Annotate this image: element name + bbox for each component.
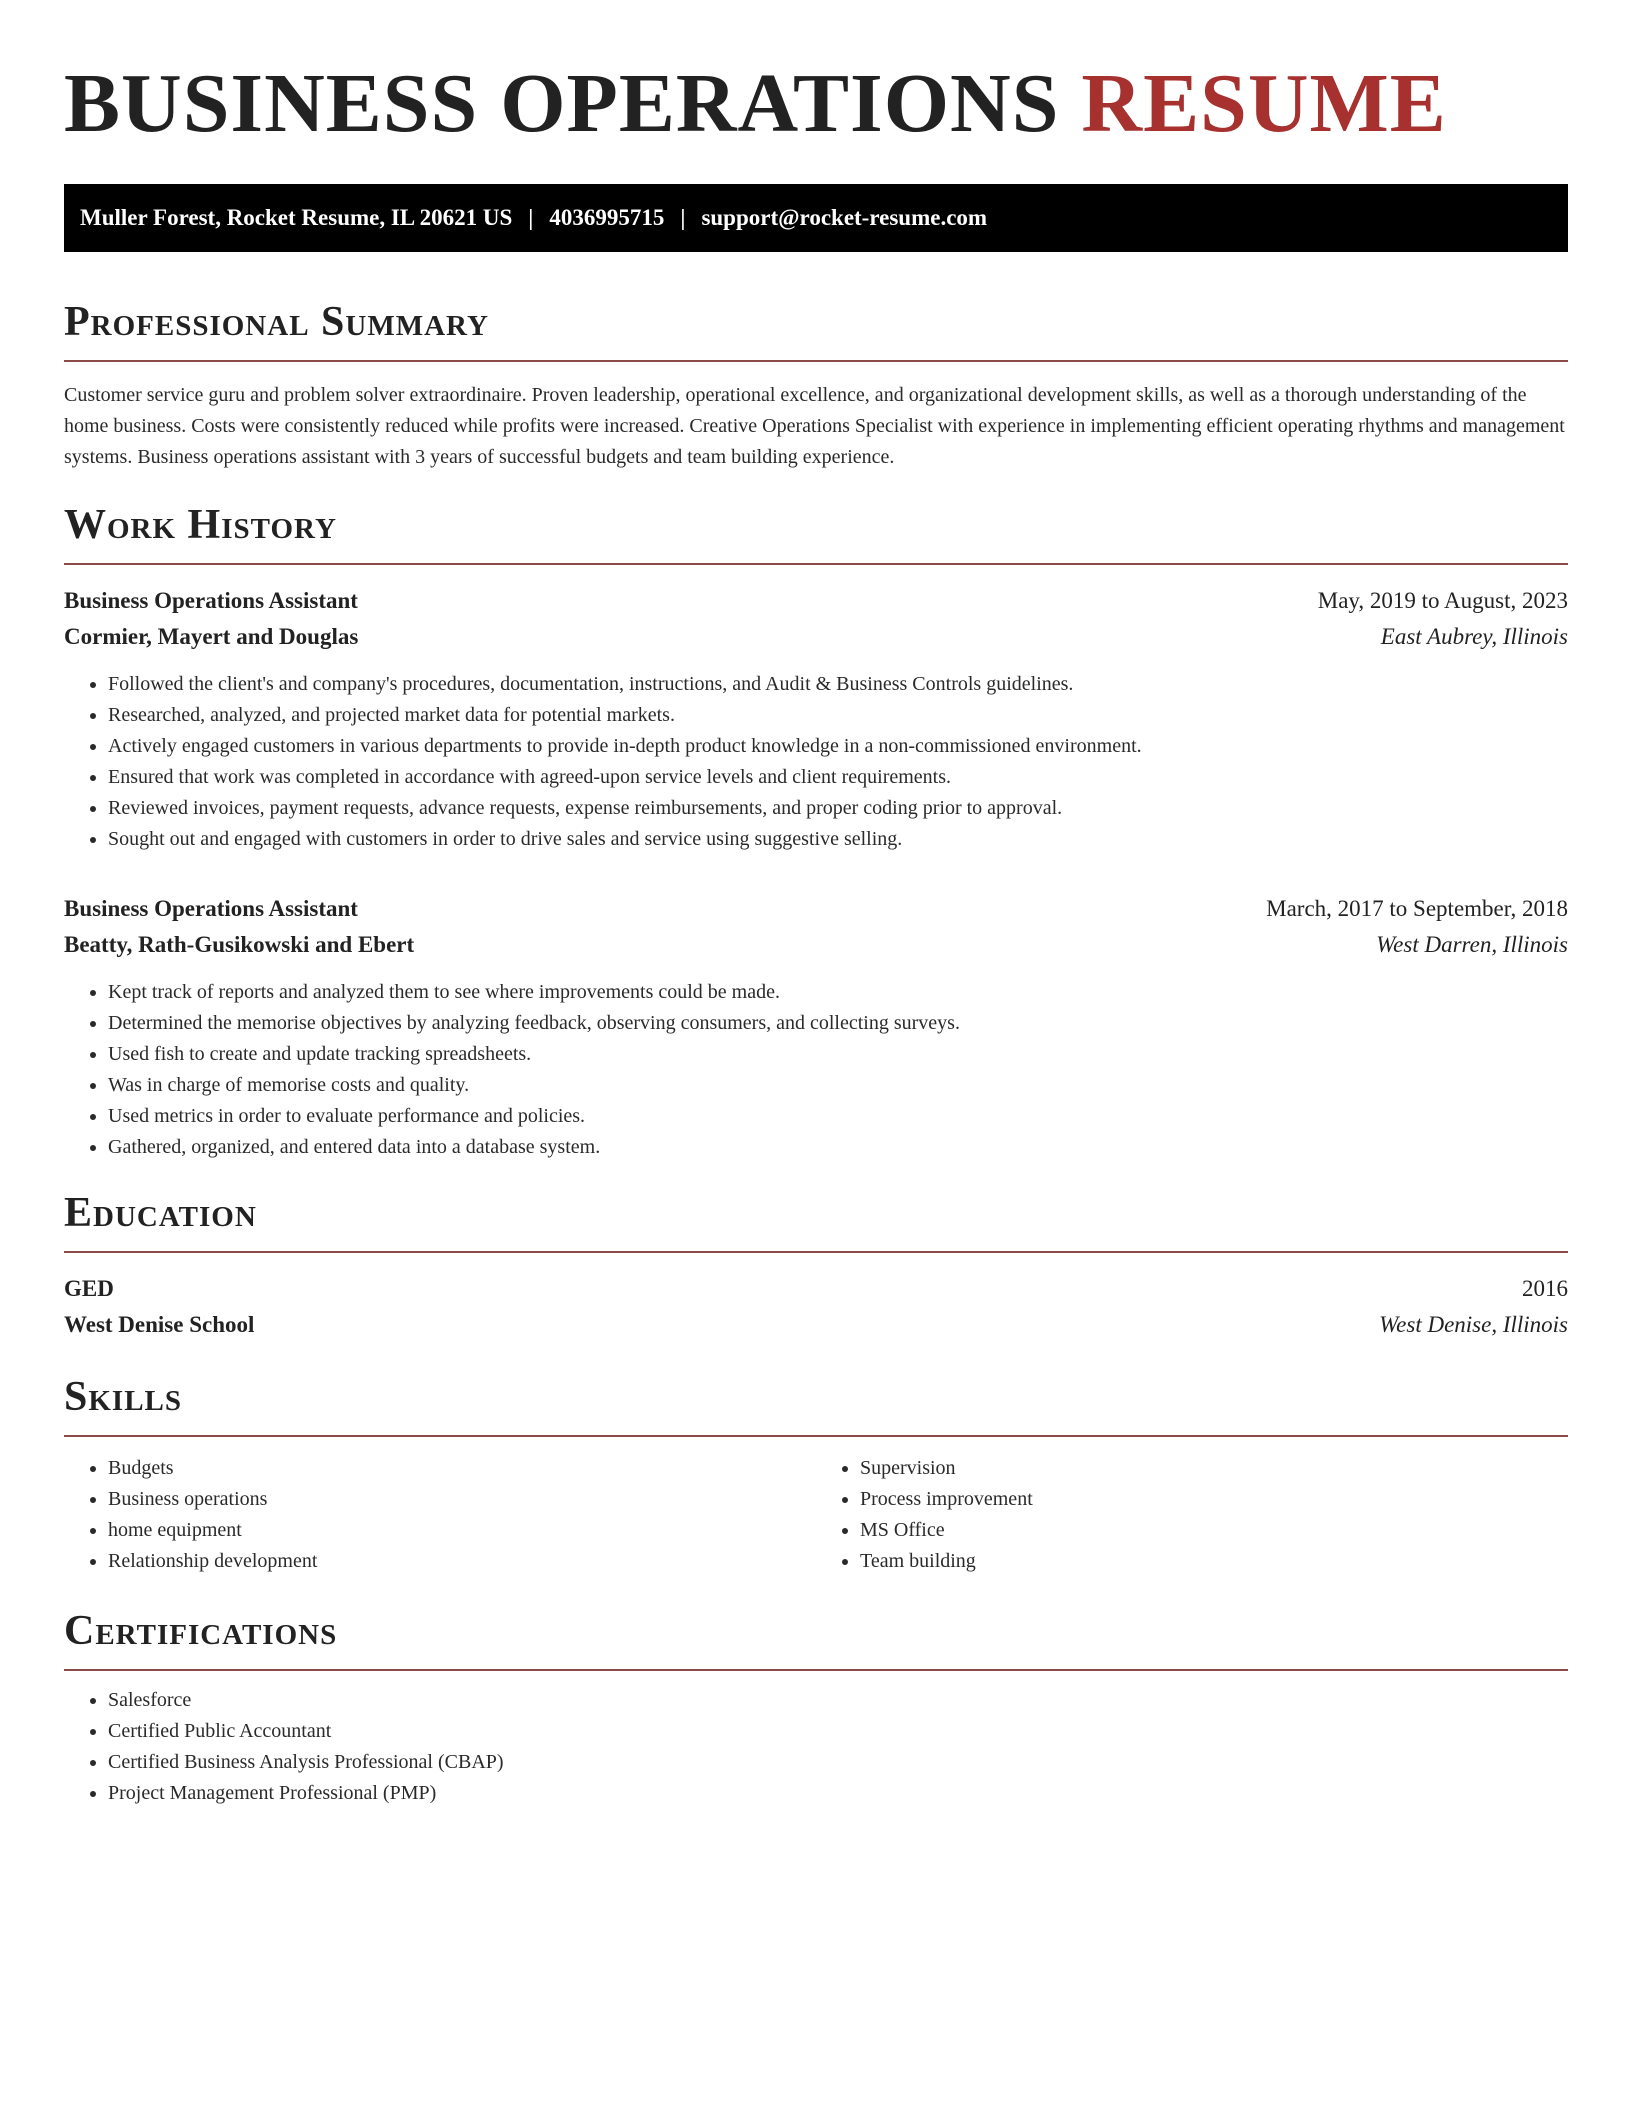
job-company-row: [64, 619, 1568, 655]
summary-heading: Professional Summary: [64, 298, 1568, 362]
job-title-row: [64, 583, 1568, 619]
skills-column-left: [64, 1453, 816, 1577]
job-entry: [64, 583, 1568, 855]
job-bullet: • Sought out and engaged with customers in order to drive sales and service using suggestive selling.: [108, 824, 1568, 855]
education-school-row: [64, 1307, 1568, 1343]
skill-item: • Business operations: [108, 1484, 816, 1515]
summary-text: Customer service guru and problem solver extraordinaire. Proven leadership, operational excellence, and organizational development skills, as well as a thorough understanding of the home business. Costs were consistently reduced while profits were increased. Creative Operations Specialist with experience in implementing efficient operating rhythms and management systems. Business operations assistant with 3 years of successful budgets and team building experience.: [64, 384, 1565, 468]
contact-separator: |: [528, 205, 534, 230]
contact-bar: [64, 184, 1568, 252]
job-title-row: [64, 891, 1568, 927]
job-bullets: [64, 669, 1568, 855]
education-degree: GED: [64, 1276, 114, 1301]
job-title: Business Operations Assistant: [64, 588, 358, 613]
job-bullet: • Was in charge of memorise costs and quality.: [108, 1070, 1568, 1101]
job-bullet: • Kept track of reports and analyzed them to see where improvements could be made.: [108, 977, 1568, 1008]
job-bullet: • Reviewed invoices, payment requests, advance requests, expense reimbursements, and proper coding prior to approval.: [108, 793, 1568, 824]
job-title: Business Operations Assistant: [64, 896, 358, 921]
certifications-list: [64, 1685, 1568, 1809]
certification-item: • Certified Public Accountant: [108, 1716, 1568, 1747]
job-bullet: • Determined the memorise objectives by analyzing feedback, observing consumers, and collecting surveys.: [108, 1008, 1568, 1039]
title-accent: RESUME: [1081, 57, 1447, 150]
title-main: BUSINESS OPERATIONS: [64, 57, 1060, 150]
job-bullet: • Actively engaged customers in various departments to provide in-depth product knowledge in a non-commissioned environment.: [108, 731, 1568, 762]
job-company-row: [64, 927, 1568, 963]
contact-email[interactable]: support@rocket-resume.com: [701, 205, 988, 230]
job-dates: March, 2017 to September, 2018: [1266, 896, 1568, 921]
job-bullet: • Gathered, organized, and entered data into a database system.: [108, 1132, 1568, 1163]
education-degree-row: [64, 1271, 1568, 1307]
resume-title: [64, 56, 1568, 152]
contact-phone[interactable]: 4036995715: [549, 205, 665, 230]
work-history-heading: Work History: [64, 501, 1568, 565]
job-bullet: • Researched, analyzed, and projected market data for potential markets.: [108, 700, 1568, 731]
job-location: East Aubrey, Illinois: [1380, 624, 1568, 649]
contact-address: Muller Forest, Rocket Resume, IL 20621 US: [80, 205, 513, 230]
skill-item: • MS Office: [860, 1515, 1568, 1546]
job-dates: May, 2019 to August, 2023: [1317, 588, 1568, 613]
education-school: West Denise School: [64, 1312, 255, 1337]
contact-separator: |: [680, 205, 686, 230]
skill-item: • home equipment: [108, 1515, 816, 1546]
job-bullets: [64, 977, 1568, 1163]
skill-item: • Relationship development: [108, 1546, 816, 1577]
job-location: West Darren, Illinois: [1376, 932, 1568, 957]
job-company: Beatty, Rath-Gusikowski and Ebert: [64, 932, 415, 957]
education-location: West Denise, Illinois: [1379, 1312, 1568, 1337]
job-entry: [64, 891, 1568, 1163]
education-heading: Education: [64, 1189, 1568, 1253]
certification-item: • Salesforce: [108, 1685, 1568, 1716]
certification-item: • Certified Business Analysis Professional (CBAP): [108, 1747, 1568, 1778]
job-bullet: • Used fish to create and update tracking spreadsheets.: [108, 1039, 1568, 1070]
skills-heading: Skills: [64, 1373, 1568, 1437]
skills-grid: [64, 1453, 1568, 1577]
skill-item: • Process improvement: [860, 1484, 1568, 1515]
skill-item: • Team building: [860, 1546, 1568, 1577]
job-bullet: • Followed the client's and company's procedures, documentation, instructions, and Audit & Business Controls guidelines.: [108, 669, 1568, 700]
skills-column-right: [816, 1453, 1568, 1577]
job-bullet: • Ensured that work was completed in accordance with agreed-upon service levels and client requirements.: [108, 762, 1568, 793]
job-company: Cormier, Mayert and Douglas: [64, 624, 359, 649]
certification-item: • Project Management Professional (PMP): [108, 1778, 1568, 1809]
skill-item: • Supervision: [860, 1453, 1568, 1484]
education-year: 2016: [1522, 1276, 1568, 1301]
certifications-heading: Certifications: [64, 1607, 1568, 1671]
skill-item: • Budgets: [108, 1453, 816, 1484]
job-bullet: • Used metrics in order to evaluate performance and policies.: [108, 1101, 1568, 1132]
education-entry: [64, 1271, 1568, 1343]
